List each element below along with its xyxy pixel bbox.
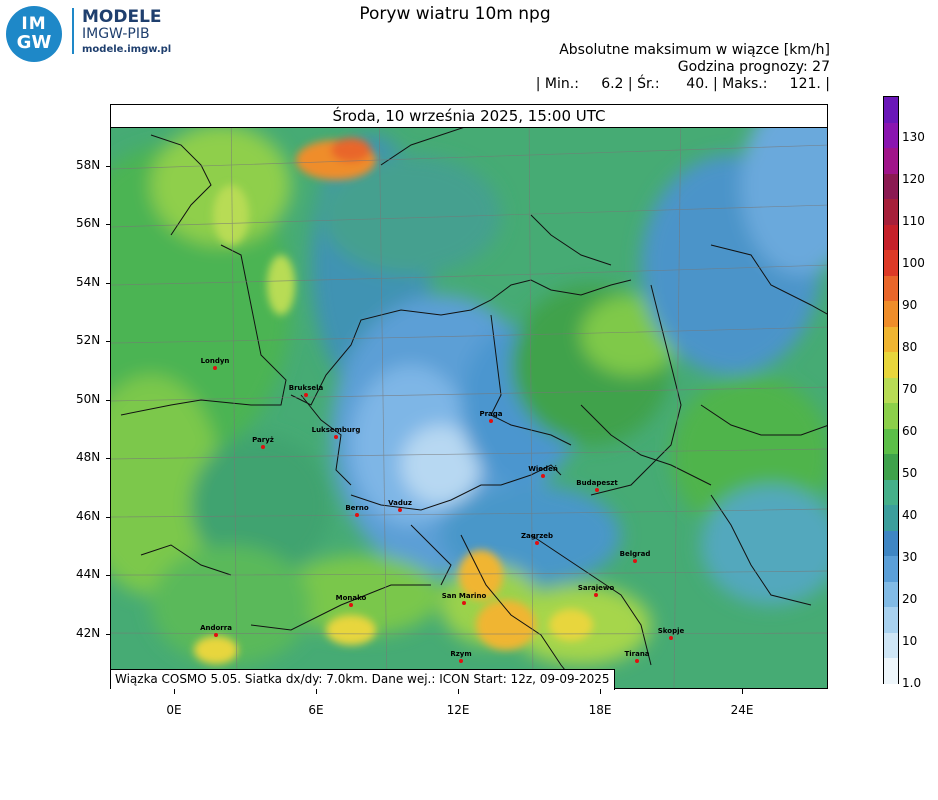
city-marker <box>214 633 218 637</box>
x-tick-mark <box>316 689 317 694</box>
y-tick-label: 58N <box>76 158 101 172</box>
colorbar-segment <box>884 556 898 582</box>
colorbar-segment <box>884 403 898 429</box>
x-tick-mark <box>742 689 743 694</box>
x-tick-mark <box>458 689 459 694</box>
colorbar-segment <box>884 632 898 658</box>
city-marker <box>349 603 353 607</box>
colorbar-label: 100 <box>902 256 925 270</box>
city-marker <box>355 513 359 517</box>
info-line-stats: | Min.: 6.2 | Śr.: 40. | Maks.: 121. | <box>535 76 830 92</box>
colorbar-segment <box>884 581 898 607</box>
y-tick-mark <box>106 575 111 576</box>
y-tick-mark <box>106 400 111 401</box>
x-tick-label: 24E <box>730 703 754 717</box>
x-tick-label: 12E <box>446 703 470 717</box>
colorbar-segment <box>884 275 898 301</box>
colorbar-label: 80 <box>902 340 918 354</box>
city-label: Skopje <box>657 627 685 635</box>
colorbar-segment <box>884 530 898 556</box>
logo-badge-bottom: GW <box>16 32 52 53</box>
colorbar-label: 30 <box>902 550 918 564</box>
colorbar-segment <box>884 607 898 633</box>
y-tick-mark <box>106 166 111 167</box>
colorbar-segment <box>884 224 898 250</box>
city-label: Praga <box>479 410 503 418</box>
colorbar-segment <box>884 326 898 352</box>
brand-title: MODELE <box>82 7 162 27</box>
colorbar <box>883 96 899 684</box>
city-label: Londyn <box>200 357 230 365</box>
city-marker <box>669 636 673 640</box>
city-label: San Marino <box>441 592 487 600</box>
colorbar-label: 1.0 <box>902 676 922 690</box>
model-footer: Wiązka COSMO 5.05. Siatka dx/dy: 7.0km. Dane wej.: ICON Start: 12z, 09-09-2025 <box>111 669 615 690</box>
city-marker <box>459 659 463 663</box>
city-label: Tirana <box>624 650 650 658</box>
x-tick-label: 6E <box>308 703 324 717</box>
logo-badge-top: IM <box>21 14 47 34</box>
city-marker <box>541 474 545 478</box>
x-tick-label: 18E <box>588 703 612 717</box>
colorbar-label: 60 <box>902 424 918 438</box>
y-tick-label: 42N <box>76 626 101 640</box>
city-label: Bruksela <box>288 384 324 392</box>
city-label: Luksemburg <box>311 426 361 434</box>
y-tick-label: 54N <box>76 275 101 289</box>
colorbar-label: 90 <box>902 298 918 312</box>
y-tick-mark <box>106 224 111 225</box>
city-label: Paryż <box>252 436 274 444</box>
colorbar-segment <box>884 250 898 276</box>
y-tick-label: 48N <box>76 450 101 464</box>
y-tick-mark <box>106 341 111 342</box>
y-tick-mark <box>106 458 111 459</box>
colorbar-label: 50 <box>902 466 918 480</box>
colorbar-segment <box>884 479 898 505</box>
colorbar-segment <box>884 173 898 199</box>
city-label: Belgrad <box>619 550 651 558</box>
city-marker <box>462 601 466 605</box>
colorbar-label: 40 <box>902 508 918 522</box>
colorbar-segment <box>884 454 898 480</box>
city-label: Wiedeń <box>528 465 558 473</box>
y-tick-label: 52N <box>76 333 101 347</box>
info-line-forecast-hour: Godzina prognozy: 27 <box>677 59 830 75</box>
info-line-unit: Absolutne maksimum w wiązce [km/h] <box>559 42 830 58</box>
colorbar-label: 110 <box>902 214 925 228</box>
colorbar-label: 70 <box>902 382 918 396</box>
city-marker <box>398 508 402 512</box>
y-tick-label: 46N <box>76 509 101 523</box>
city-marker <box>633 559 637 563</box>
colorbar-label: 10 <box>902 634 918 648</box>
y-tick-label: 44N <box>76 567 101 581</box>
city-label: Sarajewo <box>577 584 615 592</box>
colorbar-segment <box>884 377 898 403</box>
city-marker <box>535 541 539 545</box>
y-tick-label: 56N <box>76 216 101 230</box>
colorbar-label: 120 <box>902 172 925 186</box>
colorbar-segment <box>884 428 898 454</box>
colorbar-segment <box>884 199 898 225</box>
colorbar-label: 130 <box>902 130 925 144</box>
y-tick-label: 50N <box>76 392 101 406</box>
y-tick-mark <box>106 283 111 284</box>
city-label: Monako <box>335 594 367 602</box>
colorbar-label: 20 <box>902 592 918 606</box>
city-marker <box>489 419 493 423</box>
colorbar-segment <box>884 148 898 174</box>
city-label: Vaduz <box>388 499 412 507</box>
city-label: Andorra <box>200 624 232 632</box>
colorbar-segment <box>884 352 898 378</box>
brand-site: modele.imgw.pl <box>82 44 172 55</box>
colorbar-segment <box>884 97 898 123</box>
y-tick-mark <box>106 517 111 518</box>
colorbar-segment <box>884 122 898 148</box>
x-tick-mark <box>600 689 601 694</box>
wind-gust-map <box>110 104 828 689</box>
colorbar-segment <box>884 505 898 531</box>
city-marker <box>595 488 599 492</box>
x-tick-mark <box>174 689 175 694</box>
city-marker <box>334 435 338 439</box>
map-canvas <box>111 105 828 689</box>
city-marker <box>261 445 265 449</box>
y-tick-mark <box>106 634 111 635</box>
city-label: Budapeszt <box>576 479 618 487</box>
city-label: Berno <box>345 504 369 512</box>
colorbar-segment <box>884 301 898 327</box>
date-banner: Środa, 10 września 2025, 15:00 UTC <box>110 104 828 128</box>
city-label: Rzym <box>450 650 472 658</box>
map-title: Poryw wiatru 10m npg <box>359 4 551 24</box>
city-marker <box>304 393 308 397</box>
brand-org: IMGW-PIB <box>82 26 150 42</box>
colorbar-segment <box>884 658 898 684</box>
city-marker <box>594 593 598 597</box>
city-label: Zagrzeb <box>520 532 554 540</box>
city-marker <box>213 366 217 370</box>
city-marker <box>635 659 639 663</box>
x-tick-label: 0E <box>166 703 182 717</box>
